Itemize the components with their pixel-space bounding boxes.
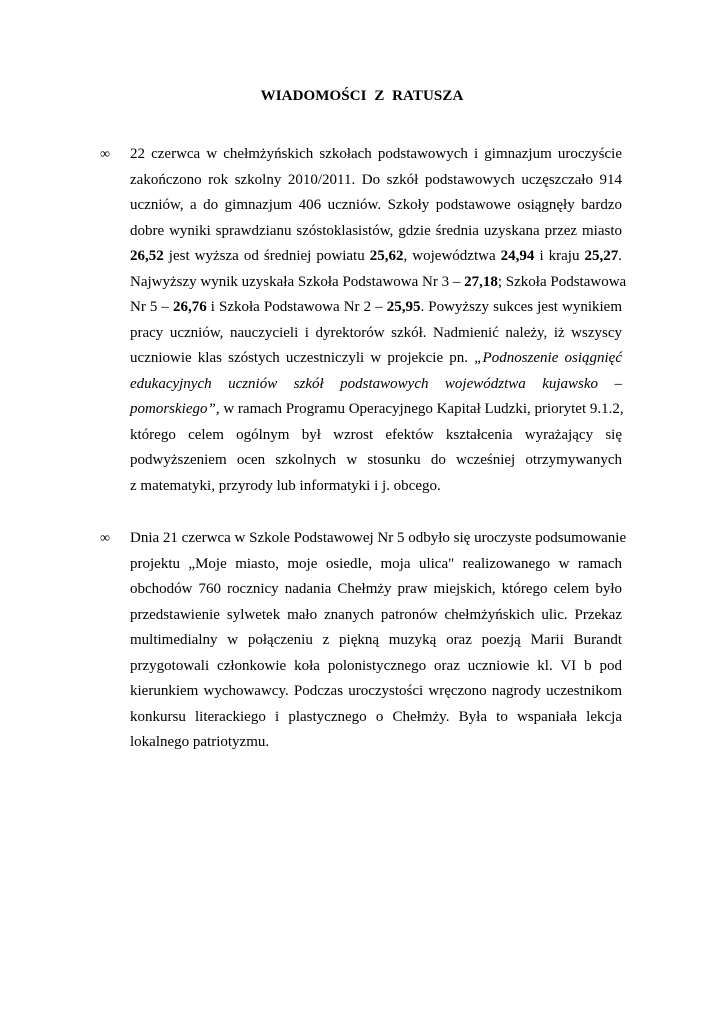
text-fragment: ; Szkoła Podstawowa bbox=[497, 273, 627, 290]
text-fragment: . bbox=[618, 248, 623, 264]
paragraph-line: projektu „Moje miasto, moje osiedle, moja ulica" realizowanego w ramach bbox=[130, 555, 622, 572]
document-title: WIADOMOŚCI Z RATUSZA bbox=[260, 88, 464, 104]
score-country: 25,27 bbox=[584, 248, 619, 264]
text-fragment: Najwyższy wynik uzyskała Szkoła Podstawowa Nr 3 – bbox=[130, 273, 465, 290]
paragraph-line: lokalnego patriotyzmu. bbox=[130, 734, 270, 750]
paragraph-line: z matematyki, przyrody lub informatyki i j. obcego. bbox=[130, 477, 441, 494]
text-fragment: jest wyższa od średniej powiatu bbox=[163, 248, 370, 264]
paragraph-line bbox=[130, 295, 622, 321]
project-name-fragment: „Podnoszenie osiągnięć bbox=[474, 350, 622, 366]
paragraph-line: multimedialny w połączeniu z piękną muzyką oraz poezją Marii Burandt bbox=[130, 632, 622, 648]
paragraph-line: podwyższeniem ocen szkolnych w stosunku do wcześniej otrzymywanych bbox=[130, 452, 622, 468]
text-fragment: . Powyższy sukces jest wynikiem bbox=[420, 299, 623, 315]
paragraph-line bbox=[130, 397, 622, 423]
score-school-3: 27,18 bbox=[464, 273, 498, 290]
paragraph-line: obchodów 760 rocznicy nadania Chełmży praw miejskich, którego celem było bbox=[130, 581, 622, 597]
paragraph-line bbox=[130, 244, 622, 270]
text-fragment: w ramach Programu Operacyjnego Kapitał Ludzki, priorytet 9.1.2, bbox=[219, 401, 624, 417]
score-voivodeship: 24,94 bbox=[500, 248, 535, 264]
paragraph-line: konkursu literackiego i plastycznego o Chełmży. Była to wspaniała lekcja bbox=[130, 708, 622, 725]
text-fragment: , województwa bbox=[403, 248, 501, 264]
paragraph-line: zakończono rok szkolny 2010/2011. Do szkół podstawowych uczęszczało 914 bbox=[130, 171, 622, 188]
paragraph-line bbox=[130, 346, 622, 372]
paragraph-line bbox=[130, 270, 627, 296]
text-fragment: uczniowie klas szóstych uczestniczyli w projekcie pn. bbox=[130, 350, 475, 366]
paragraph-line: uczniów, a do gimnazjum 406 uczniów. Szkoły podstawowe osiągnęły bardzo bbox=[130, 197, 622, 213]
project-name-fragment: pomorskiego”, bbox=[130, 401, 220, 417]
text-fragment: Nr 5 – bbox=[130, 299, 173, 315]
text-fragment: i Szkoła Podstawowa Nr 2 – bbox=[206, 299, 387, 315]
project-name-fragment: edukacyjnych uczniów szkół podstawowych województwa kujawsko – bbox=[130, 375, 622, 392]
score-school-2: 25,95 bbox=[386, 299, 421, 315]
score-city: 26,52 bbox=[130, 248, 164, 264]
news-item-2-paragraph bbox=[130, 526, 627, 756]
paragraph-line: przygotowali członkowie koła polonistycznego oraz uczniowie kl. VI b pod bbox=[130, 657, 622, 674]
paragraph-line: kierunkiem wychowawcy. Podczas uroczystości wręczono nagrody uczestnikom bbox=[130, 683, 622, 699]
paragraph-line: przedstawienie sylwetek mało znanych patronów chełmżyńskich ulic. Przekaz bbox=[130, 606, 622, 623]
paragraph-line: którego celem ogólnym był wzrost efektów kształcenia wyrażający się bbox=[130, 426, 622, 443]
score-county: 25,62 bbox=[369, 248, 404, 264]
paragraph-line: 22 czerwca w chełmżyńskich szkołach podstawowych i gimnazjum uroczyście bbox=[130, 146, 622, 162]
news-item-1-paragraph bbox=[130, 142, 627, 499]
paragraph-line: pracy uczniów, nauczycieli i dyrektorów szkół. Nadmienić należy, iż wszyscy bbox=[130, 324, 622, 341]
infinity-bullet-icon: ∞ bbox=[100, 531, 110, 546]
paragraph-line: dobre wyniki sprawdzianu szóstoklasistów, gdzie średnia uzyskana przez miasto bbox=[130, 222, 622, 239]
text-fragment: i kraju bbox=[534, 248, 585, 264]
paragraph-line: Dnia 21 czerwca w Szkole Podstawowej Nr 5 odbyło się uroczyste podsumowanie bbox=[130, 530, 627, 546]
infinity-bullet-icon: ∞ bbox=[100, 147, 110, 162]
score-school-5: 26,76 bbox=[172, 299, 207, 315]
